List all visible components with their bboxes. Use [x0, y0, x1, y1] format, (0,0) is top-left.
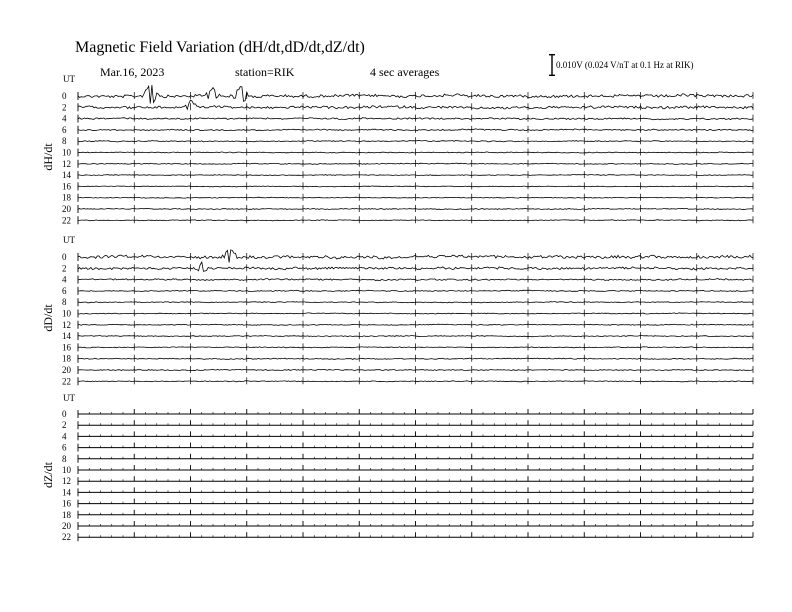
row-label: 4	[62, 113, 67, 124]
row-label: 0	[62, 91, 67, 101]
row-label: 20	[62, 365, 71, 375]
row-label: 20	[62, 204, 71, 214]
panel-ylabel: dD/dt	[41, 304, 55, 332]
chart-title: Magnetic Field Variation (dH/dt,dD/dt,dZ/dt)	[75, 39, 365, 56]
row-label: 14	[62, 331, 71, 342]
row-label: 10	[62, 147, 71, 158]
row-label: 22	[62, 376, 71, 387]
row-label: 12	[62, 476, 71, 487]
row-label: 22	[62, 215, 71, 226]
row-label: 8	[62, 453, 67, 464]
row-label: 0	[62, 252, 67, 262]
row-label: 8	[62, 297, 67, 308]
row-label: 16	[62, 342, 71, 353]
panel-ylabel: dH/dt	[41, 143, 55, 171]
row-label: 14	[62, 170, 71, 181]
row-label: 2	[62, 102, 67, 113]
ut-axis-label: UT	[63, 393, 75, 403]
row-label: 10	[62, 308, 71, 319]
row-label: 16	[62, 498, 71, 509]
scale-label: 0.010V (0.024 V/nT at 0.1 Hz at RIK)	[556, 60, 694, 70]
ut-axis-label: UT	[63, 235, 75, 245]
row-label: 6	[62, 442, 67, 453]
row-label: 6	[62, 124, 67, 135]
row-label: 0	[62, 409, 67, 419]
row-label: 16	[62, 181, 71, 192]
station-label: station=RIK	[235, 65, 295, 79]
averaging-label: 4 sec averages	[370, 65, 440, 79]
row-label: 18	[62, 509, 71, 520]
ut-axis-label: UT	[63, 74, 75, 84]
panel-ylabel: dZ/dt	[41, 462, 55, 488]
row-label: 12	[62, 158, 71, 169]
row-label: 2	[62, 263, 67, 274]
date-label: Mar.16, 2023	[100, 65, 165, 79]
row-label: 8	[62, 136, 67, 147]
row-label: 10	[62, 465, 71, 475]
row-label: 4	[62, 274, 67, 285]
row-label: 18	[62, 192, 71, 203]
row-label: 14	[62, 487, 71, 498]
row-label: 18	[62, 353, 71, 364]
row-label: 2	[62, 420, 67, 431]
row-label: 22	[62, 532, 71, 543]
row-label: 4	[62, 431, 67, 442]
row-label: 20	[62, 521, 71, 531]
row-label: 12	[62, 319, 71, 330]
row-label: 6	[62, 285, 67, 296]
